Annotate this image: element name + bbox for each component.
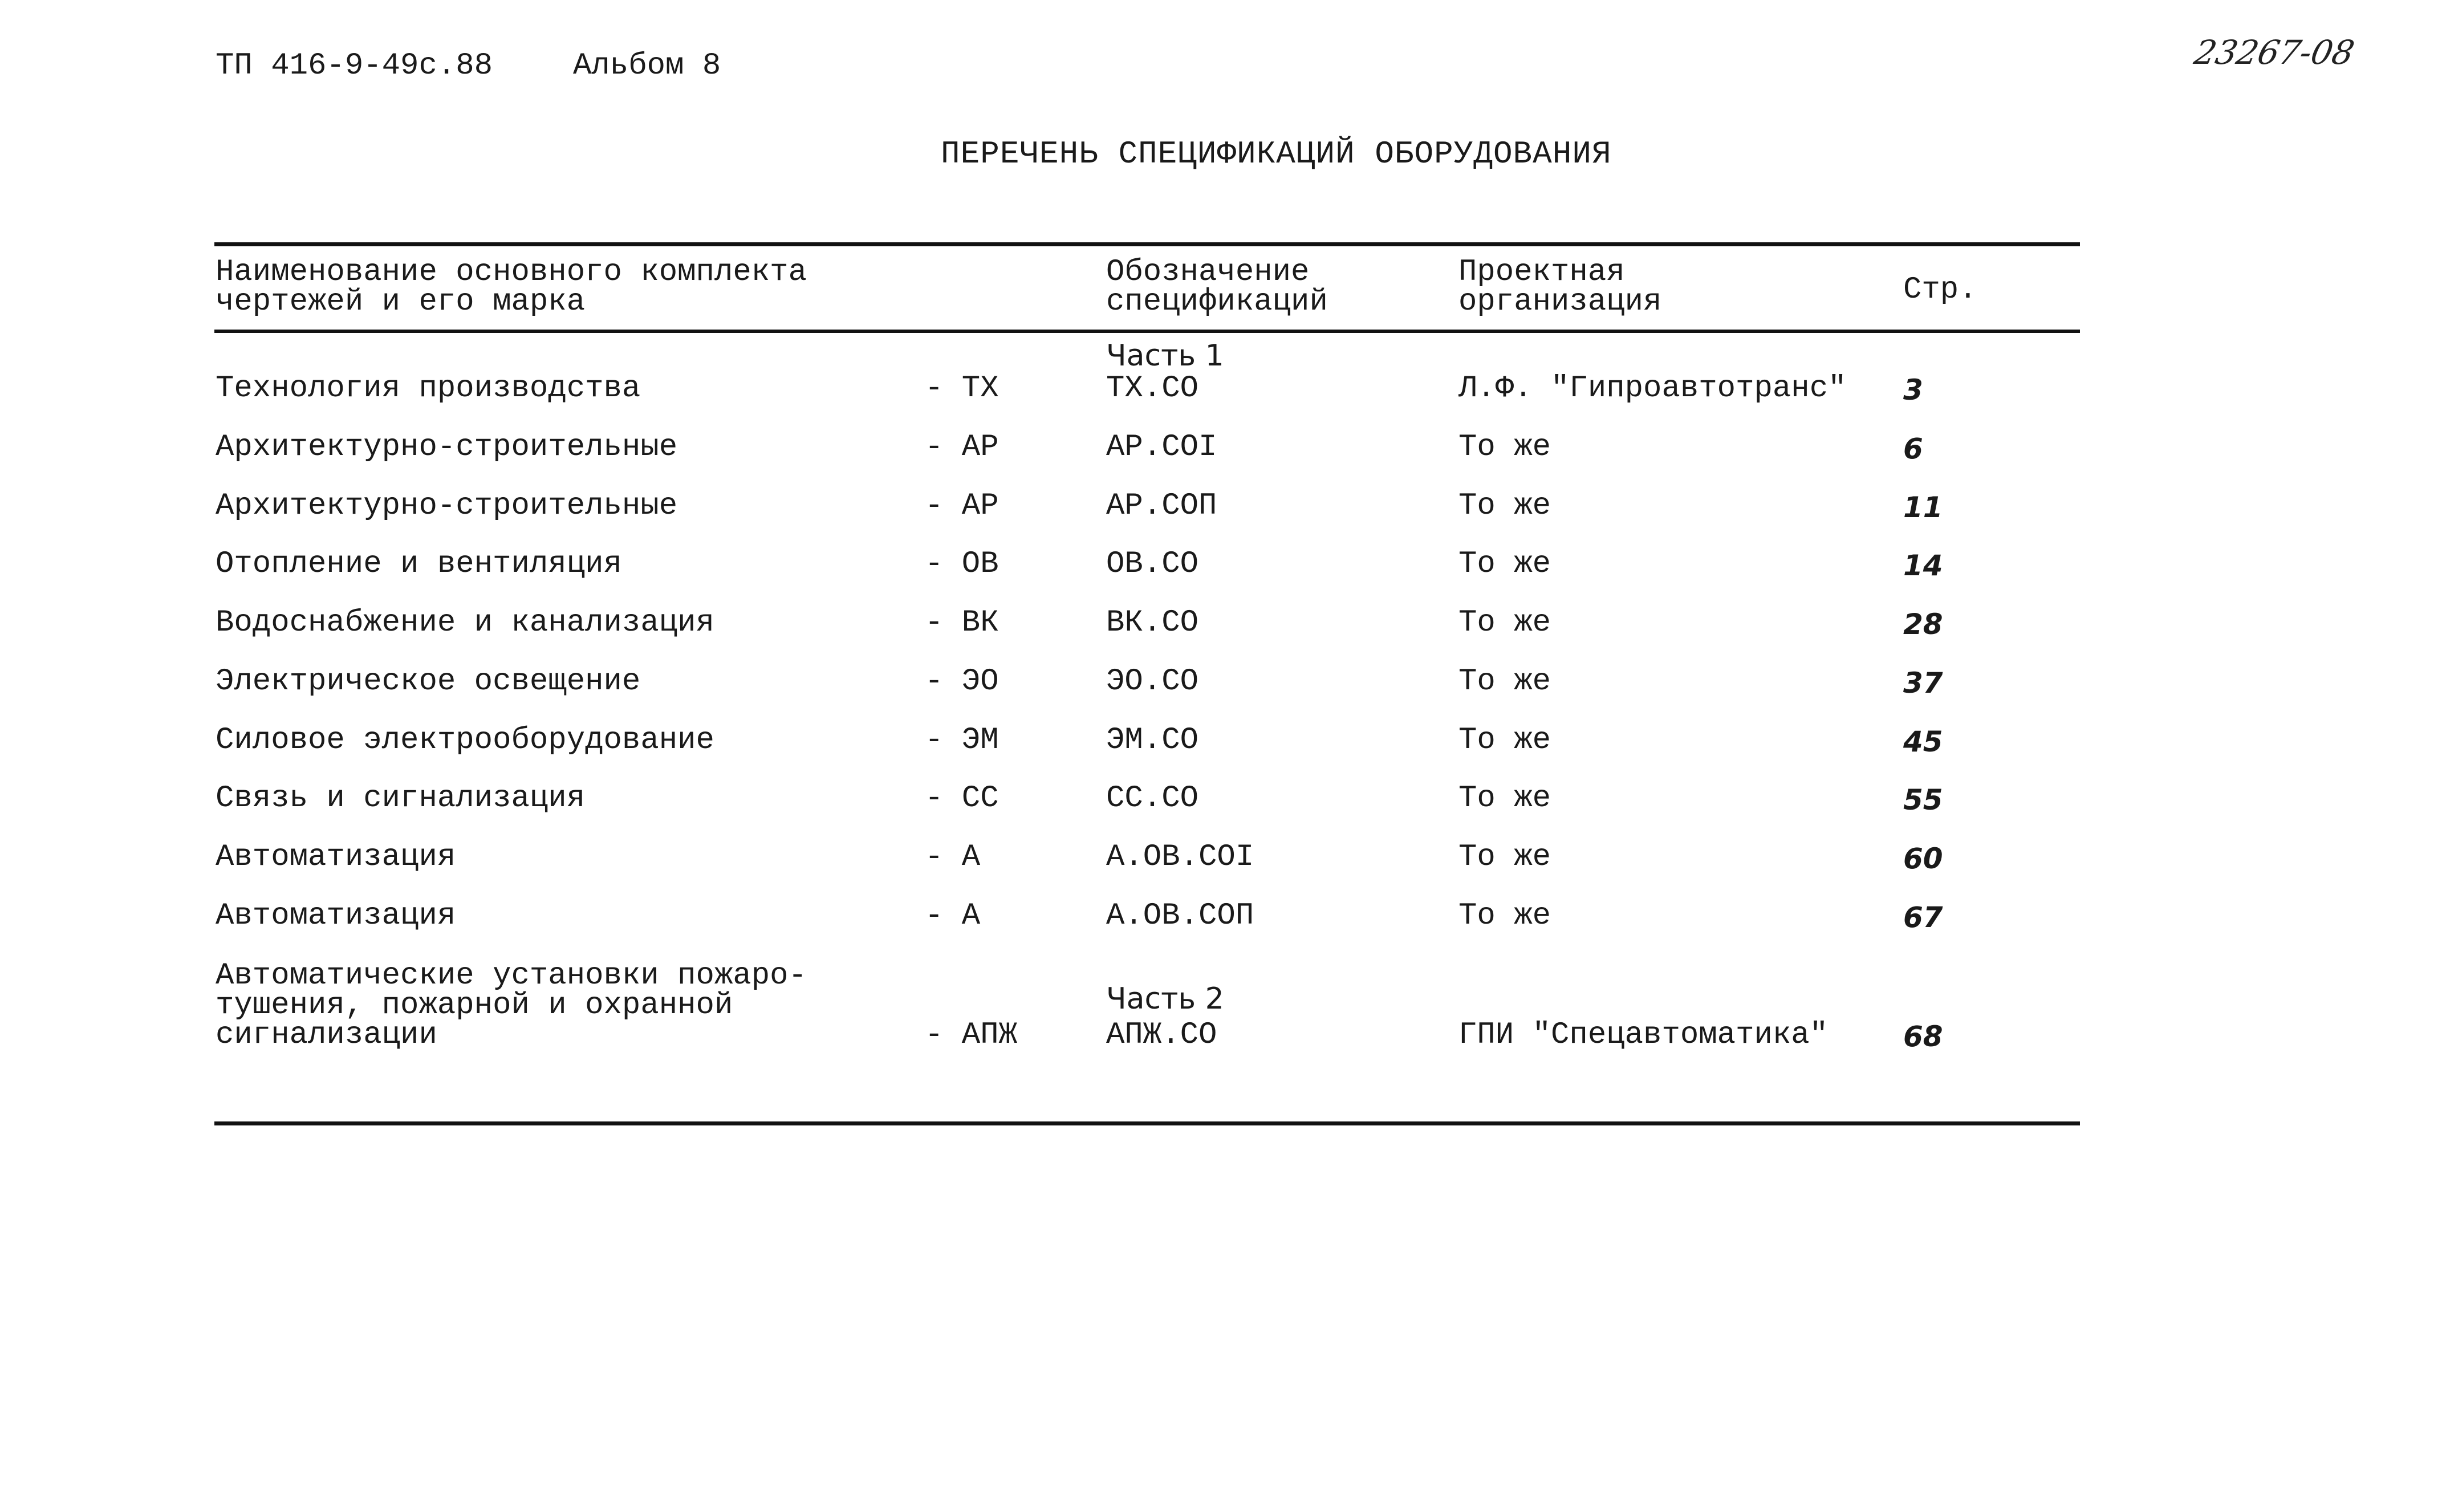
row-page: 60 (1903, 842, 1943, 875)
row-designation: АПЖ.СО (1106, 1018, 1217, 1052)
row-designation: ВК.СО (1106, 605, 1199, 640)
column-header-name-line2: чертежей и его марка (216, 284, 586, 319)
row-organization: То же (1458, 899, 1551, 933)
row-page: 28 (1903, 608, 1943, 641)
row-name-line2: тушения, пожарной и охранной (216, 988, 733, 1023)
page-title: ПЕРЕЧЕНЬ СПЕЦИФИКАЦИЙ ОБОРУДОВАНИЯ (941, 136, 1612, 172)
row-designation: ЭО.СО (1106, 664, 1199, 699)
row-mark: - АР (925, 430, 999, 465)
column-header-organization-line1: Проектная (1458, 255, 1625, 290)
row-name: Электрическое освещение (216, 664, 641, 699)
row-mark: - А (925, 899, 981, 933)
row-name: Архитектурно-строительные (216, 430, 678, 465)
row-organization: То же (1458, 781, 1551, 816)
row-page: 67 (1903, 901, 1943, 934)
row-organization: То же (1458, 664, 1551, 699)
row-mark: - ВК (925, 605, 999, 640)
column-header-name (216, 255, 807, 319)
row-name: Архитектурно-строительные (216, 489, 678, 523)
row-page: 68 (1903, 1020, 1943, 1053)
row-organization: То же (1458, 840, 1551, 875)
row-designation: СС.СО (1106, 781, 1199, 816)
row-page: 37 (1903, 666, 1943, 700)
row-name-line3: сигнализации (216, 1018, 437, 1052)
row-mark: - А (925, 840, 981, 875)
table-top-rule (214, 242, 2080, 246)
part-2-label: Часть 2 (1106, 982, 1224, 1016)
row-mark: - ЭО (925, 664, 999, 699)
row-organization: То же (1458, 547, 1551, 582)
column-header-designation-line1: Обозначение (1106, 255, 1310, 290)
album-label: Альбом 8 (573, 48, 721, 83)
table-header-rule (214, 330, 2080, 333)
row-mark: - АР (925, 489, 999, 523)
row-name: Связь и сигнализация (216, 781, 586, 816)
row-designation: А.ОВ.СОП (1106, 899, 1254, 933)
row-organization: То же (1458, 605, 1551, 640)
column-header-designation-line2: спецификаций (1106, 284, 1328, 319)
row-designation: АР.СОI (1106, 430, 1217, 465)
row-name: Технология производства (216, 371, 641, 406)
column-header-designation (1106, 255, 1328, 319)
row-mark: - СС (925, 781, 999, 816)
handwritten-stamp-number: 23267-08 (2191, 33, 2358, 72)
row-page: 55 (1903, 783, 1943, 816)
row-mark: - ТХ (925, 371, 999, 406)
column-header-organization (1458, 255, 1662, 319)
column-header-organization-line2: организация (1458, 284, 1662, 319)
row-mark: - ОВ (925, 547, 999, 582)
row-name: Автоматизация (216, 899, 456, 933)
row-name-line1: Автоматические установки пожаро- (216, 958, 807, 993)
row-name: Автоматизация (216, 840, 456, 875)
row-designation: АР.СОП (1106, 489, 1217, 523)
row-page: 14 (1903, 549, 1943, 582)
row-name (216, 958, 807, 1052)
row-name: Водоснабжение и канализация (216, 605, 714, 640)
row-designation: А.ОВ.СОI (1106, 840, 1254, 875)
row-mark: - ЭМ (925, 723, 999, 758)
row-designation: ОВ.СО (1106, 547, 1199, 582)
row-page: 11 (1903, 491, 1943, 524)
row-organization: То же (1458, 489, 1551, 523)
row-name: Отопление и вентиляция (216, 547, 622, 582)
row-page: 3 (1903, 373, 1923, 407)
row-organization: То же (1458, 430, 1551, 465)
row-organization: Л.Ф. "Гипроавтотранс" (1458, 371, 1847, 406)
row-page: 45 (1903, 725, 1943, 758)
row-designation: ТХ.СО (1106, 371, 1199, 406)
table-bottom-rule (214, 1121, 2080, 1125)
row-mark: - АПЖ (925, 1018, 1018, 1052)
part-1-label: Часть 1 (1106, 339, 1224, 373)
row-designation: ЭМ.СО (1106, 723, 1199, 758)
column-header-page: Стр. (1903, 273, 1977, 307)
row-name: Силовое электрооборудование (216, 723, 714, 758)
column-header-name-line1: Наименование основного комплекта (216, 255, 807, 290)
row-organization: То же (1458, 723, 1551, 758)
row-page: 6 (1903, 432, 1923, 465)
document-code: ТП 416-9-49с.88 (216, 48, 493, 83)
row-organization: ГПИ "Спецавтоматика" (1458, 1018, 1829, 1052)
